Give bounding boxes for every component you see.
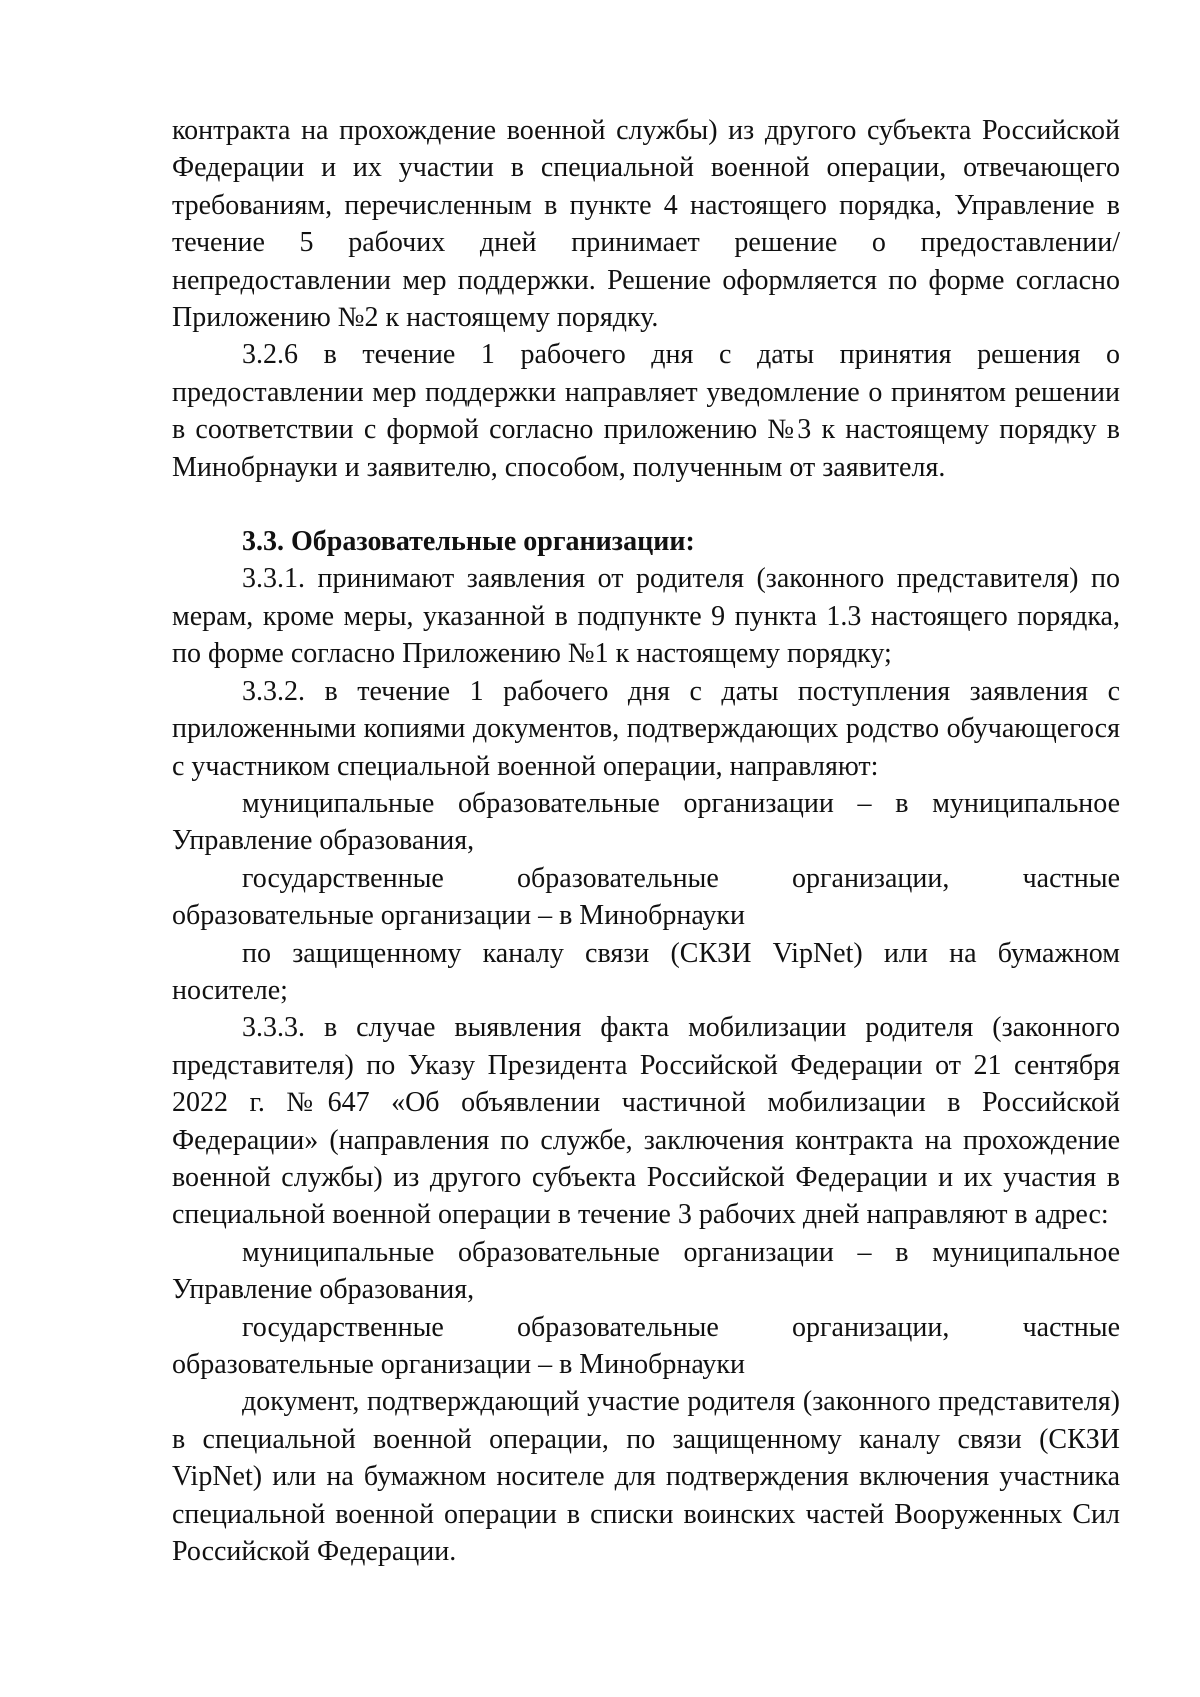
paragraph-state-orgs-2: государственные образовательные организации, частные образовательные организации – в Минобрнауки bbox=[172, 1311, 1120, 1380]
paragraph-state-orgs-1: государственные образовательные организации, частные образовательные организации – в Минобрнауки bbox=[172, 862, 1120, 932]
paragraph-continuation: контракта на прохождение военной службы) из другого субъекта Российской Федерации и их участии в специальной военной операции, отвечающего требованиям, перечисленным в пункте 4 настоящего порядка, Управление в течение 5 рабочих дней принимает решение о предоставлении/ непредоставлении мер поддержки. Решение оформляется по форме согласно Приложению №2 к настоящему порядку. bbox=[172, 115, 1120, 334]
paragraph-3-3-2: 3.3.2. в течение 1 рабочего дня с даты поступления заявления с приложенными копиями документов, подтверждающих родство обучающегося с участником специальной военной операции, направляют: bbox=[172, 675, 1120, 782]
paragraph-confirming-document: документ, подтверждающий участие родителя (законного представителя) в специальной военной операции, по защищенному каналу связи (СКЗИ VipNet) или на бумажном носителе для подтверждения включения участника специальной военной операции в списки воинских частей Вооруженных Сил Российской Федерации. bbox=[172, 1386, 1120, 1568]
section-heading-3-3: 3.3. Образовательные организации: bbox=[242, 526, 695, 558]
document-page bbox=[172, 112, 1120, 1570]
paragraph-3-3-3: 3.3.3. в случае выявления факта мобилизации родителя (законного представителя) по Указу Президента Российской Федерации от 21 сентября 2022 г. №647 «Об объявлении частичной мобилизации в Российской Федерации» (направления по службе, заключения контракта на прохождение военной службы) из другого субъекта Российской Федерации и их участия в специальной военной операции в течение 3 рабочих дней направляют в адрес: bbox=[172, 1012, 1120, 1231]
paragraph-channel-1: по защищенному каналу связи (СКЗИ VipNet) или на бумажном носителе; bbox=[172, 937, 1120, 1006]
paragraph-municipal-orgs-2: муниципальные образовательные организации – в муниципальное Управление образования, bbox=[172, 1236, 1120, 1306]
paragraph-municipal-orgs-1: муниципальные образовательные организации – в муниципальное Управление образования, bbox=[172, 787, 1120, 857]
paragraph-3-3-1: 3.3.1. принимают заявления от родителя (законного представителя) по мерам, кроме меры, указанной в подпункте 9 пункта 1.3 настоящего порядка, по форме согласно Приложению №1 к настоящему порядку; bbox=[172, 563, 1120, 670]
paragraph-3-2-6: 3.2.6 в течение 1 рабочего дня с даты принятия решения о предоставлении мер поддержки направляет уведомление о принятом решении в соответствии с формой согласно приложению №3 к настоящему порядку в Минобрнауки и заявителю, способом, полученным от заявителя. bbox=[172, 339, 1120, 483]
